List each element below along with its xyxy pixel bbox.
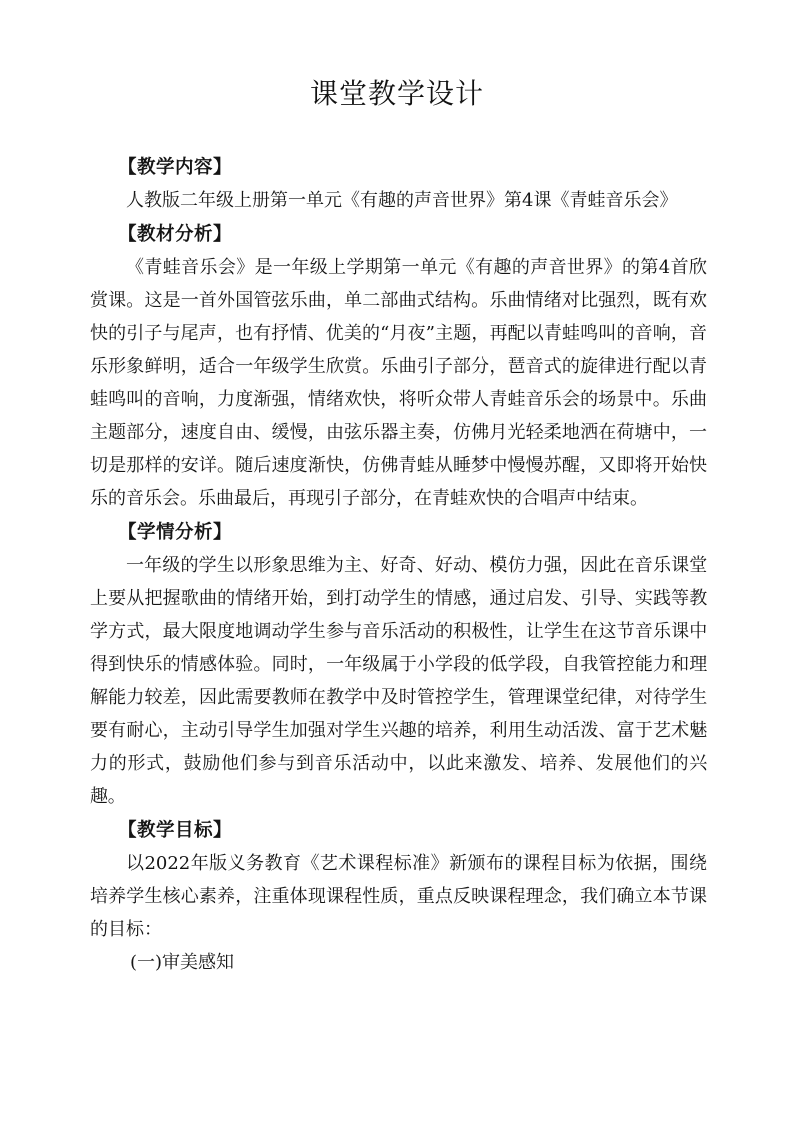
section-heading-teaching-content: 【教学内容】 [118, 157, 233, 178]
document-body [90, 150, 707, 979]
document-title: 课堂教学设计 [309, 77, 484, 110]
section-heading-student-analysis: 【学情分析】 [118, 522, 233, 543]
section-body-material-analysis: 《青蛙音乐会》是一年级上学期第一单元《有趣的声音世界》的第4首欣赏课。这是一首外国管弦乐曲，单二部曲式结构。乐曲情绪对比强烈，既有欢快的引子与尾声，也有抒情、优美的“月夜”主题，再配以青蛙鸣叫的音响，音乐形象鲜明，适合一年级学生欣赏。乐曲引子部分，琶音式的旋律进行配以青蛙鸣叫的音响，力度渐强，情绪欢快，将听众带人青蛙音乐会的场景中。乐曲主题部分，速度自由、缓慢，由弦乐器主奏，仿佛月光轻柔地洒在荷塘中，一切是那样的安详。随后速度渐快，仿佛青蛙从睡梦中慢慢苏醒，又即将开始快乐的音乐会。乐曲最后，再现引子部分，在青蛙欢快的合唱声中结束。 [90, 257, 707, 509]
section-heading-material-analysis: 【教材分析】 [118, 224, 233, 245]
section-body-teaching-content: 人教版二年级上册第一单元《有趣的声音世界》第4课《青蛙音乐会》 [126, 190, 678, 211]
objective-item-aesthetic-perception: (一)审美感知 [130, 952, 235, 973]
section-heading-teaching-objectives: 【教学目标】 [118, 820, 233, 841]
section-body-student-analysis: 一年级的学生以形象思维为主、好奇、好动、模仿力强，因此在音乐课堂上要从把握歌曲的情绪开始，到打动学生的情感，通过启发、引导、实践等教学方式，最大限度地调动学生参与音乐活动的积极性，让学生在这节音乐课中得到快乐的情感体验。同时，一年级属于小学段的低学段，自我管控能力和理解能力较差，因此需要教师在教学中及时管控学生，管理课堂纪律，对待学生要有耐心，主动引导学生加强对学生兴趣的培养，利用生动活泼、富于艺术魅力的形式，鼓励他们参与到音乐活动中，以此来激发、培养、发展他们的兴趣。 [90, 555, 707, 807]
section-body-teaching-objectives: 以2022年版义务教育《艺术课程标准》新颁布的课程目标为依据，围绕培养学生核心素养，注重体现课程性质，重点反映课程理念，我们确立本节课的目标： [90, 853, 707, 940]
